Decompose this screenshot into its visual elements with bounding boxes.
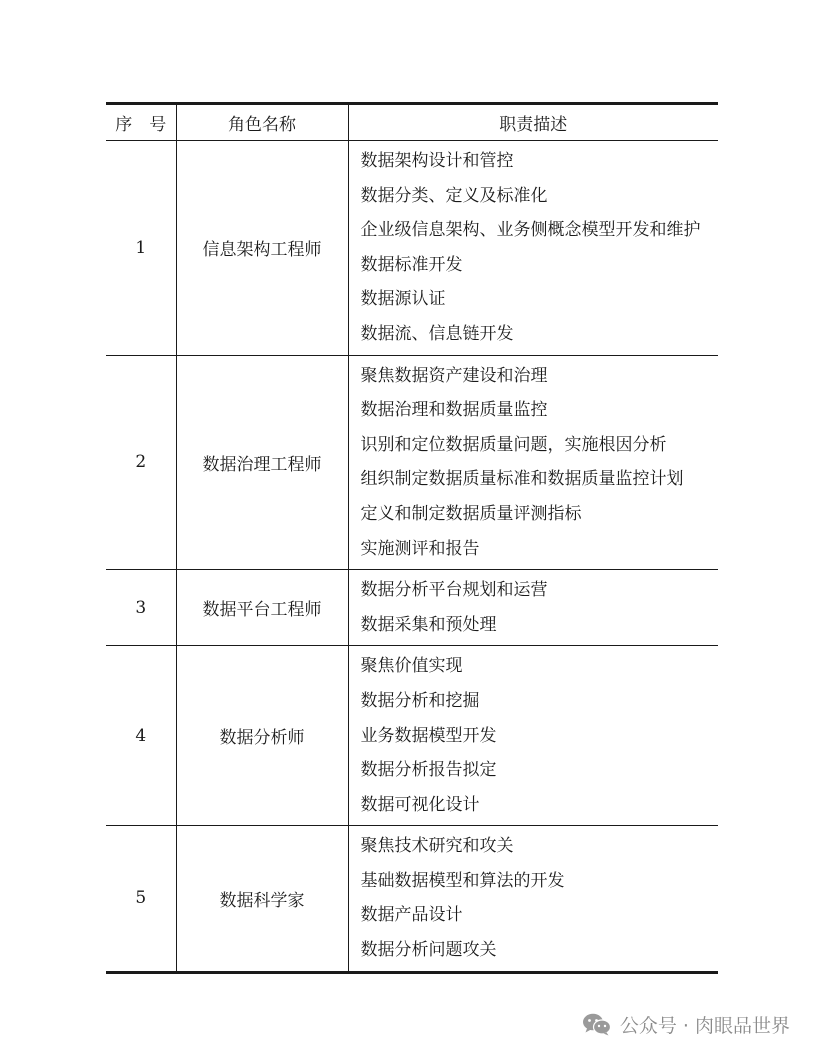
role-name: 数据治理工程师 [176,355,348,570]
duty-item: 数据产品设计 [360,905,463,926]
header-role: 角色名称 [176,104,348,141]
duty-item: 数据源认证 [360,289,446,310]
duty-item: 业务数据模型开发 [360,725,497,746]
duty-item: 数据治理和数据质量监控 [360,400,548,421]
role-name: 数据平台工程师 [176,570,348,646]
duty-item: 聚焦技术研究和攻关 [360,836,514,857]
row-index: 5 [135,888,147,909]
header-index: 序 号 [115,115,167,135]
table-row [106,826,718,972]
table-header-row [106,104,718,141]
role-name: 信息架构工程师 [176,141,348,356]
role-name: 数据分析师 [176,646,348,826]
duty-item: 数据分析和挖掘 [360,690,480,711]
duty-list [348,570,718,646]
duty-item: 定义和制定数据质量评测指标 [360,503,582,524]
duty-item: 数据可视化设计 [360,794,480,815]
header-duties: 职责描述 [348,104,718,141]
table-row [106,355,718,570]
duty-item: 数据架构设计和管控 [360,151,514,171]
duty-item: 数据分析平台规划和运营 [360,580,548,601]
duty-item: 识别和定位数据质量问题，实施根因分析 [360,434,667,455]
duty-item: 数据流、信息链开发 [360,323,514,344]
roles-table [106,102,718,974]
duty-list [348,141,718,356]
duty-item: 基础数据模型和算法的开发 [360,870,565,891]
duty-list [348,355,718,570]
duty-item: 实施测评和报告 [360,538,480,559]
duty-list [348,646,718,826]
duty-item: 数据采集和预处理 [360,614,497,635]
duty-item: 企业级信息架构、业务侧概念模型开发和维护 [360,220,701,241]
duty-item: 数据分析问题攻关 [360,940,497,961]
watermark-text: 公众号 · 肉眼品世界 [619,1014,790,1037]
duty-item: 聚焦价值实现 [360,656,463,677]
table-row [106,646,718,826]
duty-item: 数据分析报告拟定 [360,760,497,781]
role-name: 数据科学家 [176,826,348,972]
row-index: 3 [135,597,147,618]
table-body [106,141,718,973]
duty-item: 聚焦数据资产建设和治理 [360,365,548,386]
table-row [106,570,718,646]
row-index: 2 [135,452,147,473]
wechat-icon [582,1012,612,1036]
duty-list [348,826,718,972]
table-row [106,141,718,356]
duty-item: 数据分类、定义及标准化 [360,185,548,206]
watermark [582,1008,790,1040]
duty-item: 组织制定数据质量标准和数据质量监控计划 [360,469,684,490]
row-index: 4 [135,725,147,746]
row-index: 1 [135,237,147,258]
duty-item: 数据标准开发 [360,254,463,275]
